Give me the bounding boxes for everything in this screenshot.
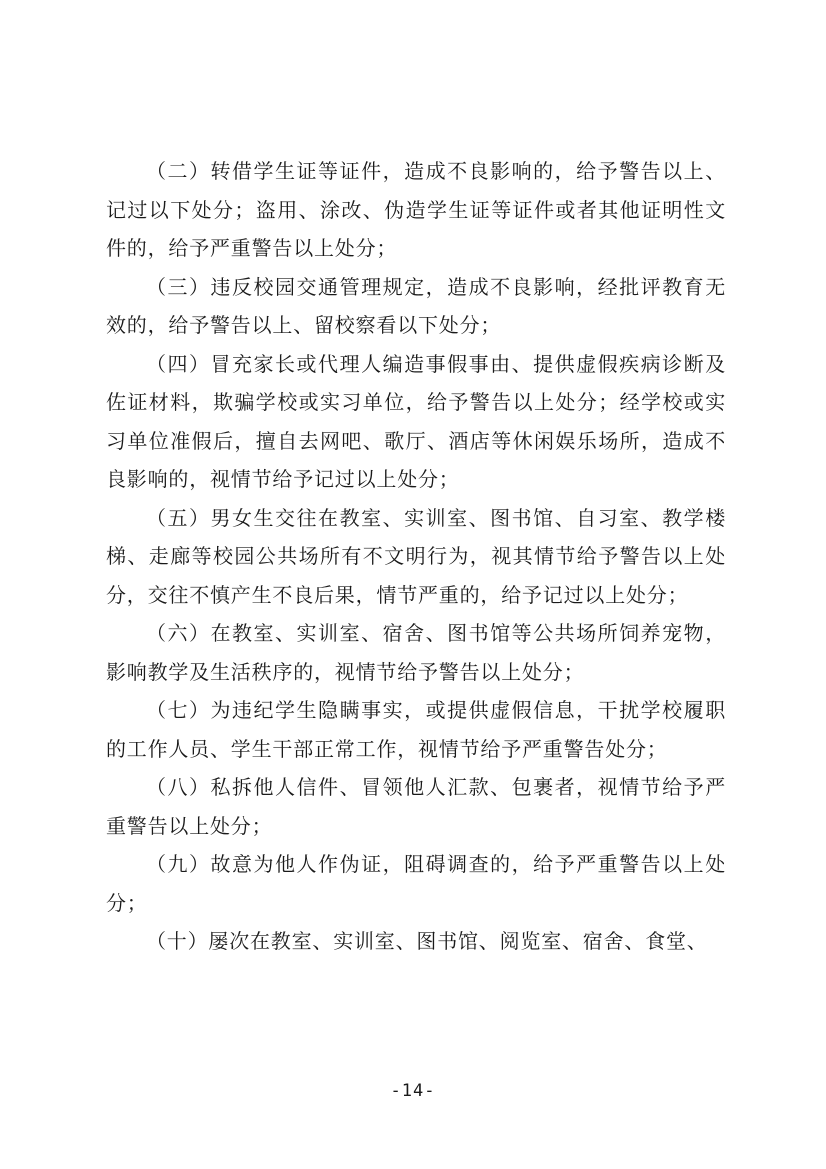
paragraph-3: （三）违反校园交通管理规定，造成不良影响，经批评教育无效的，给予警告以上、留校察看以下处分； xyxy=(106,274,726,337)
paragraph-8: （八）私拆他人信件、冒领他人汇款、包裹者，视情节给予严重警告以上处分； xyxy=(106,775,726,838)
paragraph-5: （五）男女生交往在教室、实训室、图书馆、自习室、教学楼梯、走廊等校园公共场所有不文明行为，视其情节给予警告以上处分，交往不慎产生不良后果，情节严重的，给予记过以上处分； xyxy=(106,505,726,607)
paragraph-9: （九）故意为他人作伪证，阻碍调查的，给予严重警告以上处分； xyxy=(106,852,726,915)
paragraph-6: （六）在教室、实训室、宿舍、图书馆等公共场所饲养宠物，影响教学及生活秩序的，视情节给予警告以上处分； xyxy=(106,621,726,684)
paragraph-10: （十）屡次在教室、实训室、图书馆、阅览室、宿舍、食堂、 xyxy=(146,929,708,953)
paragraph-2: （二）转借学生证等证件，造成不良影响的，给予警告以上、记过以下处分；盗用、涂改、伪造学生证等证件或者其他证明性文件的，给予严重警告以上处分； xyxy=(106,159,726,260)
page-number: -14- xyxy=(390,1081,436,1101)
document-body xyxy=(106,152,726,961)
paragraph-4: （四）冒充家长或代理人编造事假事由、提供虚假疾病诊断及佐证材料，欺骗学校或实习单位，给予警告以上处分；经学校或实习单位准假后，擅自去网吧、歌厅、酒店等休闲娱乐场所，造成不良影响的，视情节给予记过以上处分； xyxy=(106,351,726,491)
paragraph-7: （七）为违纪学生隐瞒事实，或提供虚假信息，干扰学校履职的工作人员、学生干部正常工作，视情节给予严重警告处分； xyxy=(106,698,726,761)
